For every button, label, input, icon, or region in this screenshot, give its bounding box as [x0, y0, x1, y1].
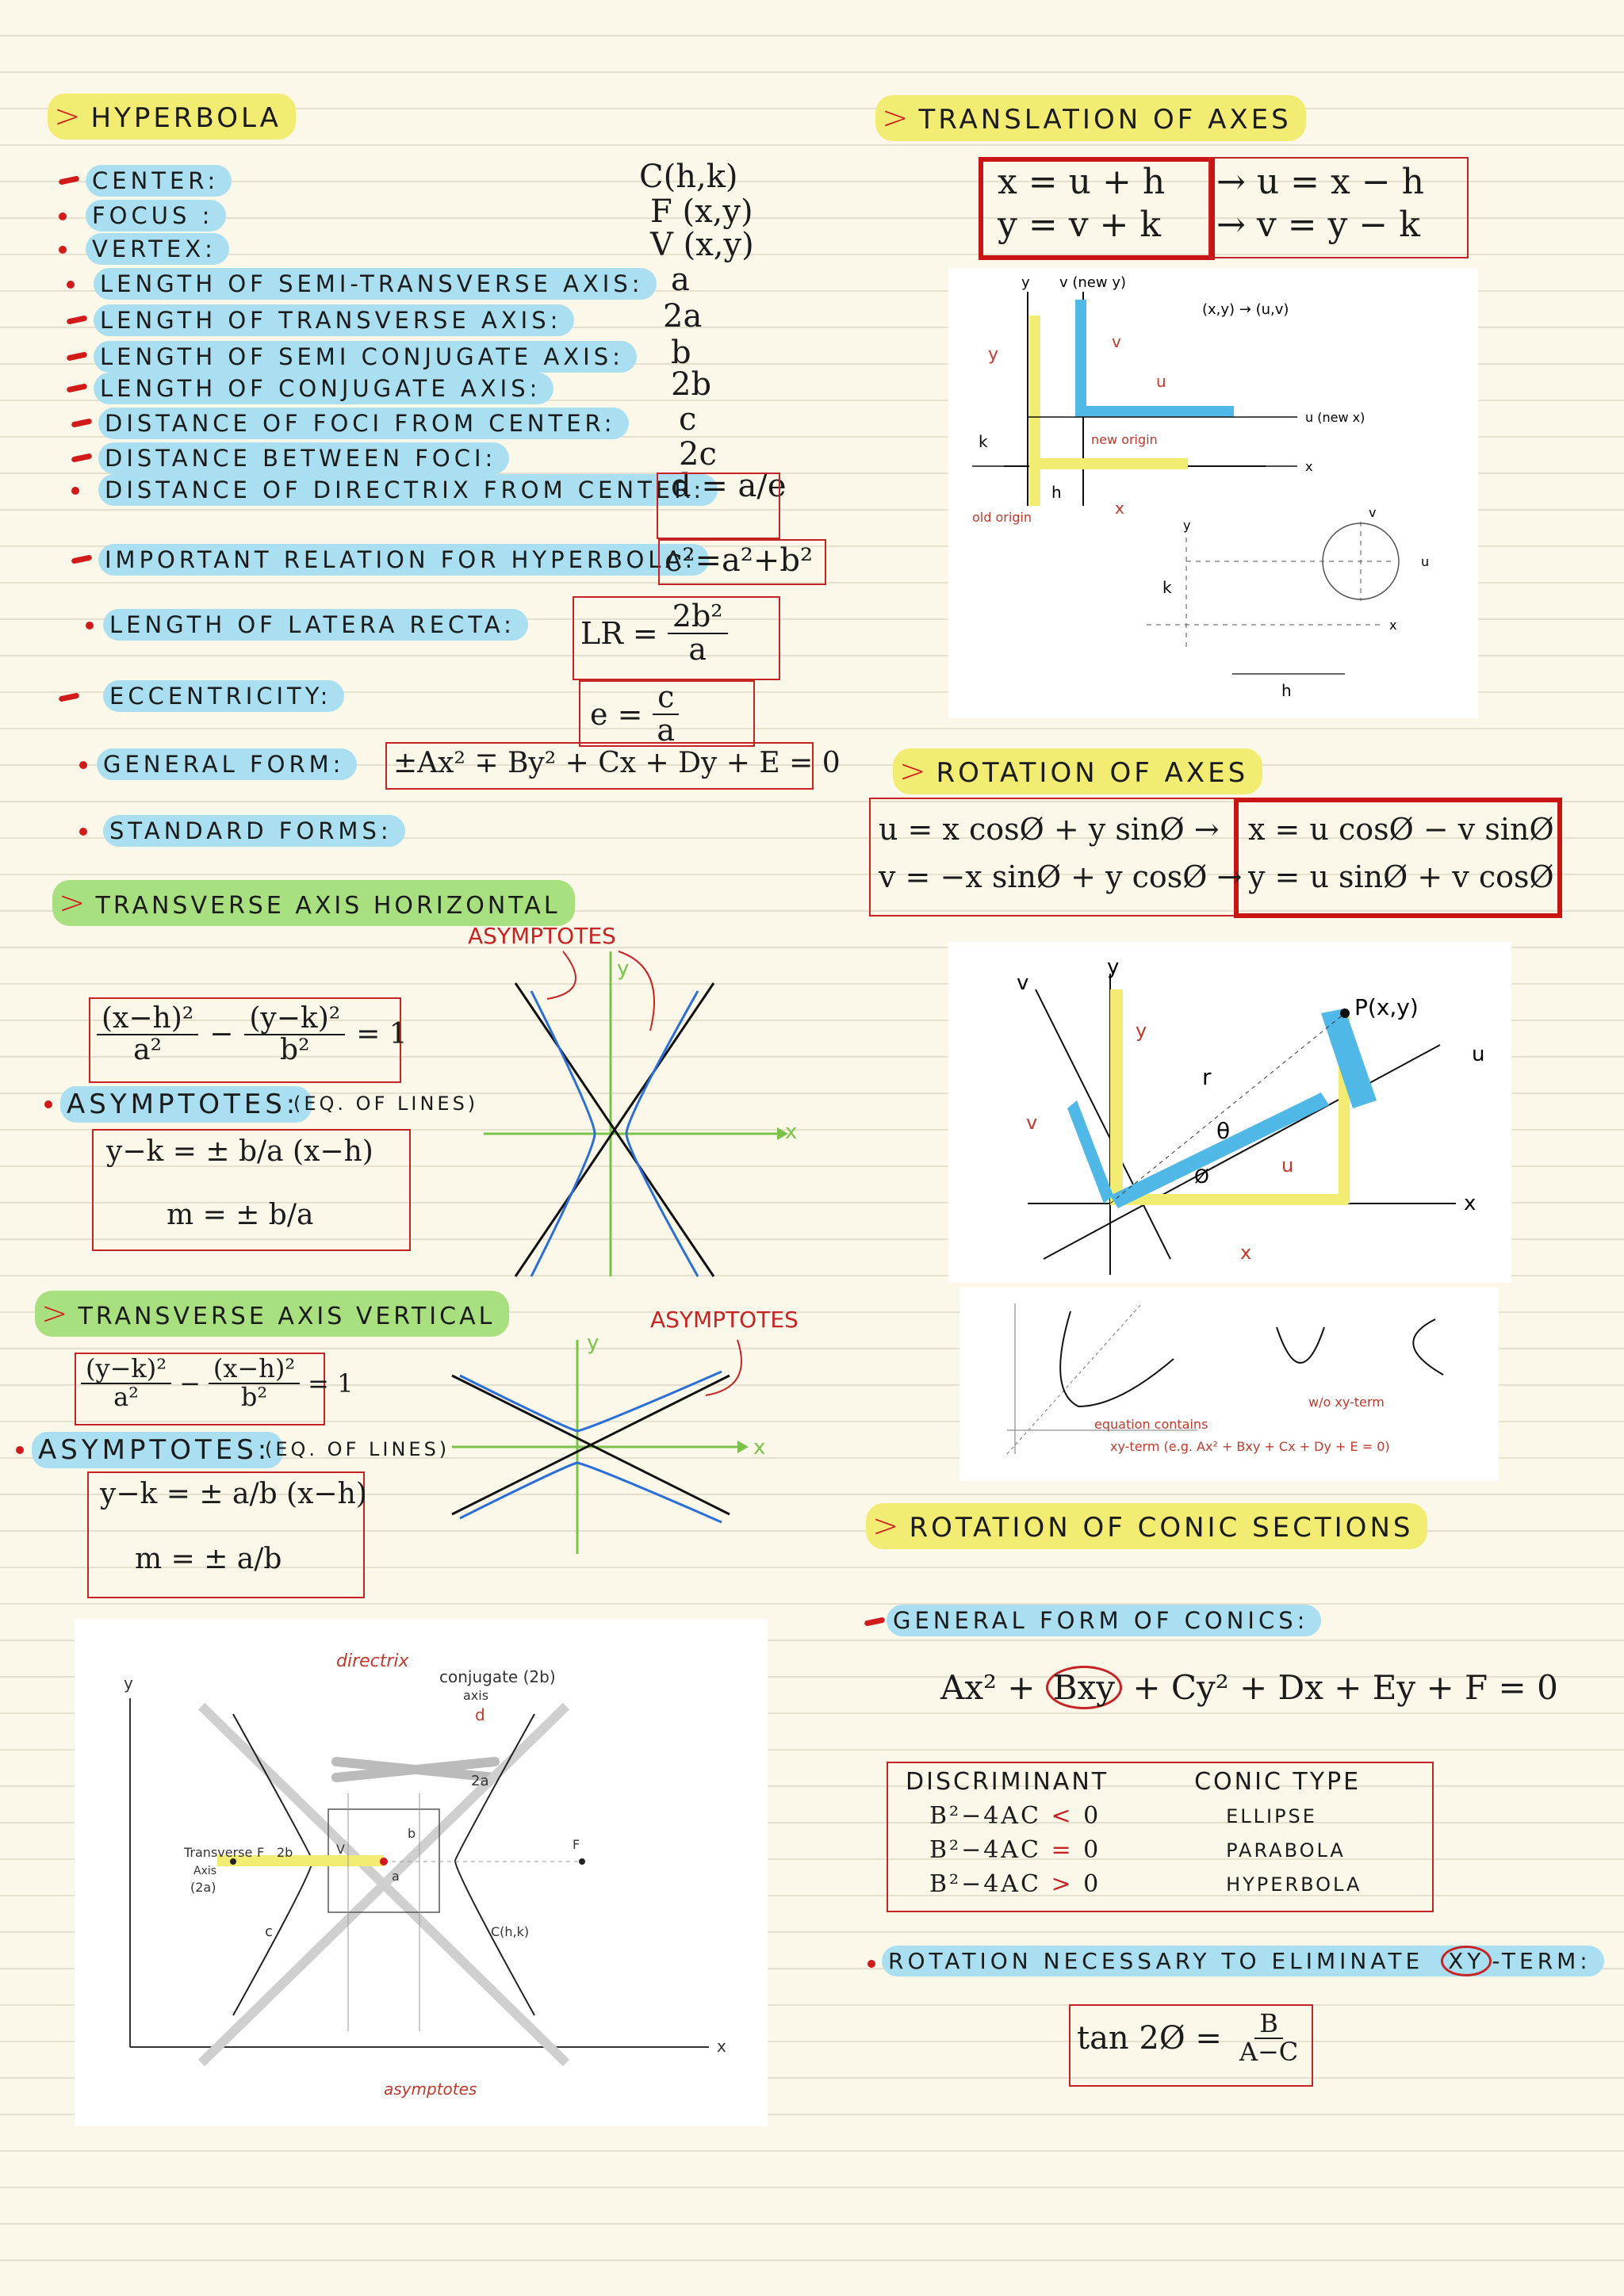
h-num1: (x−h)²: [97, 1004, 198, 1035]
vertical-asymptotes-label: ASYMPTOTES:: [32, 1432, 283, 1468]
rotation-svg: [948, 942, 1511, 1283]
u-small-label: u: [1281, 1154, 1294, 1177]
center-label: C(h,k): [491, 1924, 530, 1939]
h-num2: (y−k)²: [244, 1004, 345, 1035]
ecc-numerator: c: [653, 682, 679, 715]
property-value: c: [679, 401, 697, 438]
discriminant-cell: B²−4AC < 0: [929, 1802, 1101, 1830]
focus-left-label: F: [257, 1845, 265, 1860]
translation-eq-2: y = v + k: [998, 205, 1162, 245]
asymptotes-label: asymptotes: [384, 2080, 477, 2099]
horizontal-hyperbola-graph: [460, 920, 798, 1284]
lr-denominator: a: [688, 631, 707, 667]
rotation-eq-2: v = −x sinØ + y cosØ →: [879, 859, 1243, 894]
lr-lhs: LR =: [580, 615, 658, 651]
v-axis: [1036, 989, 1170, 1259]
y-label: y: [1021, 274, 1030, 291]
v-den1: a²: [113, 1381, 139, 1412]
new-origin-label: new origin: [1091, 432, 1158, 447]
general-form-label: GENERAL FORM:: [97, 748, 357, 780]
property-label: LENGTH OF SEMI-TRANSVERSE AXIS:: [94, 268, 657, 300]
y-axis-label: y: [617, 957, 630, 981]
k-label: k: [979, 432, 988, 451]
bullet-dash: [67, 351, 88, 361]
bullet-dot: [86, 622, 94, 629]
eq-part-c: + Cy² + Dx + Ey + F = 0: [1122, 1668, 1558, 1707]
bullet-dash: [67, 383, 88, 392]
horizontal-title: > TRANSVERSE AXIS HORIZONTAL: [52, 880, 575, 926]
vertical-equation: [81, 1353, 354, 1412]
discriminant-cell: B²−4AC > 0: [929, 1870, 1101, 1898]
bullet-dot: [16, 1446, 24, 1454]
eq-part-a: Ax² +: [940, 1668, 1046, 1707]
x-label: x: [1305, 459, 1313, 474]
conic-rotation-sketch: [959, 1288, 1499, 1481]
table-row: [891, 1799, 1376, 1833]
translation-svg: [948, 268, 1478, 718]
conjugate-label: conjugate (2b): [439, 1667, 556, 1686]
horizontal-equation: [97, 1004, 408, 1066]
a-label: a: [392, 1869, 400, 1884]
x2-label: x: [1389, 618, 1397, 633]
u2-label: u: [1421, 554, 1430, 569]
bullet-dot: [79, 828, 87, 836]
rotation-diagram: [948, 942, 1511, 1283]
vertical-title: > TRANSVERSE AXIS VERTICAL: [35, 1291, 509, 1337]
property-value: a: [671, 262, 690, 298]
translation-diagram: [948, 268, 1478, 718]
v-num1: (y−k)²: [81, 1356, 171, 1384]
transverse-label-3: (2a): [190, 1880, 216, 1895]
x-axis-label: x: [753, 1436, 766, 1460]
d-label: d: [475, 1705, 485, 1724]
conic-type-cell: ELLIPSE: [1226, 1804, 1317, 1827]
property-label: DISTANCE OF DIRECTRIX FROM CENTER:: [98, 474, 718, 506]
rotated-parabola: [1060, 1311, 1174, 1406]
u-component-highlight: [1110, 1093, 1329, 1208]
two-a-label: 2a: [471, 1773, 489, 1789]
v-num2: (x−h)²: [209, 1356, 300, 1384]
chevron-right-icon: >: [54, 98, 85, 135]
two-b-label: 2b: [277, 1845, 293, 1860]
hyperbola-branch-bottom: [460, 1463, 722, 1522]
r-label: r: [1202, 1064, 1212, 1090]
conic-note-3: w/o xy-term: [1308, 1395, 1385, 1410]
xy-term-circle: XY: [1441, 1946, 1492, 1976]
h-rhs: = 1: [356, 1018, 408, 1051]
u-label: u: [1472, 1043, 1485, 1066]
v-small-label: v: [1112, 332, 1121, 351]
point-p: [1340, 1008, 1350, 1018]
directrix-box: [657, 473, 780, 539]
vertical-hyperbola-graph: [444, 1300, 809, 1570]
conic-type-cell: HYPERBOLA: [1226, 1873, 1362, 1896]
v-component-highlight: [1067, 1100, 1113, 1203]
bullet-dash: [71, 453, 93, 462]
minus-sign: −: [179, 1368, 201, 1399]
conic-note-1: equation contains: [1094, 1417, 1208, 1432]
x-small-label: x: [1115, 499, 1124, 518]
important-relation-label: IMPORTANT RELATION FOR HYPERBOLA:: [98, 544, 709, 576]
hyperbola-title: > HYPERBOLA: [48, 94, 296, 140]
sideways-parabola: [1413, 1319, 1443, 1375]
theta-label: θ: [1216, 1118, 1231, 1144]
annotation-arrow: [547, 951, 576, 999]
general-form-value: ±Ax² ∓ By² + Cx + Dy + E = 0: [393, 747, 841, 779]
term-text: -TERM:: [1492, 1948, 1591, 1974]
bullet-dash: [71, 554, 93, 564]
chevron-right-icon: >: [899, 753, 930, 790]
chevron-right-icon: >: [59, 885, 90, 921]
property-value: C(h,k): [639, 159, 738, 195]
c-label: c: [265, 1923, 273, 1940]
annotation-arrow: [706, 1340, 741, 1395]
property-label: FOCUS :: [86, 200, 226, 232]
bullet-dot: [59, 246, 67, 254]
u-axis: [1044, 1045, 1440, 1259]
y-small-label: y: [1136, 1020, 1147, 1042]
v-rhs: = 1: [308, 1368, 354, 1399]
translation-res-1: → u = x − h: [1216, 162, 1425, 202]
y2-label: y: [1183, 518, 1191, 533]
old-origin-label: old origin: [972, 510, 1032, 525]
table-row: [891, 1833, 1376, 1867]
u-highlight: [1075, 406, 1234, 417]
vertical-asymptote-equation: y−k = ± a/b (x−h): [100, 1478, 367, 1510]
property-value: 2b: [671, 366, 712, 403]
tan-formula: [1077, 2008, 1303, 2067]
conic-type-header: CONIC TYPE: [1194, 1768, 1362, 1796]
p-component-highlight: [1321, 1008, 1377, 1108]
rotation-res-1: x = u cosØ − v sinØ: [1248, 812, 1554, 847]
bullet-dot: [79, 761, 87, 769]
property-label: LENGTH OF CONJUGATE AXIS:: [94, 373, 553, 404]
y-highlight: [1110, 989, 1123, 1203]
x-axis-label: x: [717, 2037, 726, 2056]
focus-right-label: F: [573, 1837, 580, 1852]
conics-title: > ROTATION OF CONIC SECTIONS: [866, 1503, 1427, 1549]
ecc-denominator: a: [657, 712, 676, 748]
discriminant-table-element: [891, 1765, 1376, 1901]
horizontal-asymptote-equation: y−k = ± b/a (x−h): [106, 1135, 373, 1168]
discriminant-cell: B²−4AC = 0: [929, 1836, 1101, 1864]
horizontal-slope: m = ± b/a: [167, 1199, 314, 1231]
conic-note-2: xy-term (e.g. Ax² + Bxy + Cx + Dy + E = 0): [1110, 1439, 1390, 1454]
transverse-label-2: Axis: [193, 1865, 217, 1877]
conjugate-axis-label: axis: [463, 1688, 489, 1703]
table-row: [891, 1867, 1376, 1901]
map-label: (x,y) → (u,v): [1202, 301, 1289, 318]
x-highlight: [1029, 458, 1188, 469]
chevron-right-icon: >: [41, 1295, 72, 1332]
bullet-dash: [59, 692, 80, 702]
horizontal-asymptotes-label: ASYMPTOTES:: [60, 1086, 312, 1123]
x-highlight: [1110, 1194, 1348, 1205]
b-label: b: [408, 1826, 416, 1841]
conics-general-label: GENERAL FORM OF CONICS:: [887, 1605, 1321, 1636]
property-label: LENGTH OF SEMI CONJUGATE AXIS:: [94, 341, 637, 373]
standard-forms-label: STANDARD FORMS:: [103, 815, 405, 847]
h-label: h: [1051, 483, 1062, 502]
property-label: LENGTH OF TRANSVERSE AXIS:: [94, 304, 574, 336]
phi-label: Ø: [1194, 1165, 1209, 1188]
bullet-dash: [67, 315, 88, 324]
minus-sign: −: [209, 1018, 234, 1051]
vertex-label: V: [336, 1842, 345, 1857]
conic-sketch-svg: [959, 1288, 1499, 1481]
y-small-label: y: [988, 345, 999, 365]
property-value: b: [671, 335, 691, 371]
y-axis-label: y: [587, 1331, 599, 1355]
tan-lhs: tan 2Ø =: [1077, 2019, 1222, 2057]
hyperbola-anatomy-svg: [75, 1619, 768, 2126]
bullet-dash: [71, 418, 93, 427]
discriminant-header: DISCRIMINANT: [906, 1768, 1109, 1796]
h-den1: a²: [133, 1033, 163, 1066]
property-value: d = a/e: [671, 468, 787, 504]
rotation-title: > ROTATION OF AXES: [893, 748, 1262, 794]
property-value: F (x,y): [650, 193, 753, 230]
asymptotes-annotation: ASYMPTOTES: [468, 923, 616, 949]
bullet-dot: [868, 1960, 875, 1968]
property-label: CENTER:: [86, 165, 232, 197]
p-label: P(x,y): [1354, 994, 1419, 1020]
y-axis-label: y: [124, 1674, 133, 1693]
rotation-res-2: y = u sinØ + v cosØ: [1248, 859, 1554, 894]
asymptotes-annotation: ASYMPTOTES: [650, 1307, 799, 1333]
hyperbola-branch-top: [460, 1372, 722, 1431]
conics-general-equation: [940, 1668, 1558, 1707]
bxy-term: Bxy: [1046, 1666, 1122, 1709]
u-new-label: u (new x): [1305, 410, 1365, 425]
bullet-dash: [59, 175, 80, 185]
rotation-eq-1: u = x cosØ + y sinØ →: [879, 812, 1220, 847]
x-label: x: [1464, 1192, 1477, 1215]
u-small-label: u: [1156, 372, 1166, 391]
ecc-lhs: e =: [590, 696, 643, 732]
h2-label: h: [1281, 681, 1292, 700]
v-den2: b²: [240, 1381, 268, 1412]
bullet-dot: [67, 281, 75, 289]
bullet-dot: [44, 1100, 52, 1108]
v-small-label: v: [1026, 1112, 1038, 1134]
upright-parabola: [1277, 1327, 1324, 1363]
horizontal-asymptotes-note: (EQ. OF LINES): [293, 1093, 479, 1115]
center-point: [380, 1858, 388, 1866]
vertical-slope: m = ± a/b: [135, 1543, 282, 1575]
property-value: 2c: [679, 436, 717, 473]
v2-label: v: [1369, 505, 1377, 520]
y-label: y: [1107, 955, 1120, 979]
property-label: DISTANCE BETWEEN FOCI:: [98, 442, 509, 474]
chevron-right-icon: >: [872, 1508, 903, 1544]
rotation-necessary-text: ROTATION NECESSARY TO ELIMINATE: [888, 1948, 1424, 1974]
focus-right: [579, 1858, 585, 1865]
latera-recta-formula: [580, 601, 728, 666]
bullet-dash: [864, 1617, 886, 1626]
v-highlight: [1075, 300, 1086, 411]
h-den2: b²: [280, 1033, 310, 1066]
property-label: DISTANCE OF FOCI FROM CENTER:: [98, 408, 629, 439]
v-new-label: v (new y): [1059, 274, 1126, 291]
tan-denominator: A−C: [1239, 2036, 1299, 2067]
conic-type-cell: PARABOLA: [1226, 1839, 1346, 1862]
x-axis-label: x: [785, 1120, 798, 1144]
directrix-label: directrix: [336, 1651, 409, 1671]
discriminant-table: [891, 1765, 1376, 1901]
x-small-label: x: [1240, 1242, 1252, 1264]
translation-eq-1: x = u + h: [998, 162, 1166, 202]
eccentricity-label: ECCENTRICITY:: [103, 680, 344, 712]
translation-res-2: → v = y − k: [1216, 205, 1420, 245]
transverse-label: Transverse: [184, 1845, 253, 1860]
v-label: v: [1017, 971, 1029, 995]
rotation-necessary-label: [882, 1946, 1604, 1976]
y-highlight: [1029, 316, 1040, 506]
vertical-asymptotes-note: (EQ. OF LINES): [265, 1438, 450, 1460]
hyperbola-anatomy-diagram: [75, 1619, 768, 2126]
tan-numerator: B: [1254, 2011, 1283, 2039]
important-relation-value: c²=a²+b²: [665, 542, 813, 579]
property-label: VERTEX:: [86, 233, 229, 265]
property-value: V (x,y): [650, 227, 754, 263]
chevron-right-icon: >: [882, 100, 913, 136]
bullet-dot: [59, 212, 67, 220]
property-value: 2a: [663, 298, 703, 335]
latera-recta-label: LENGTH OF LATERA RECTA:: [103, 609, 528, 641]
arrow-icon: [737, 1441, 749, 1453]
lr-numerator: 2b²: [668, 601, 728, 634]
translation-title: > TRANSLATION OF AXES: [875, 95, 1306, 141]
bullet-dot: [71, 487, 79, 495]
k2-label: k: [1162, 578, 1172, 597]
eccentricity-formula: [590, 679, 680, 748]
